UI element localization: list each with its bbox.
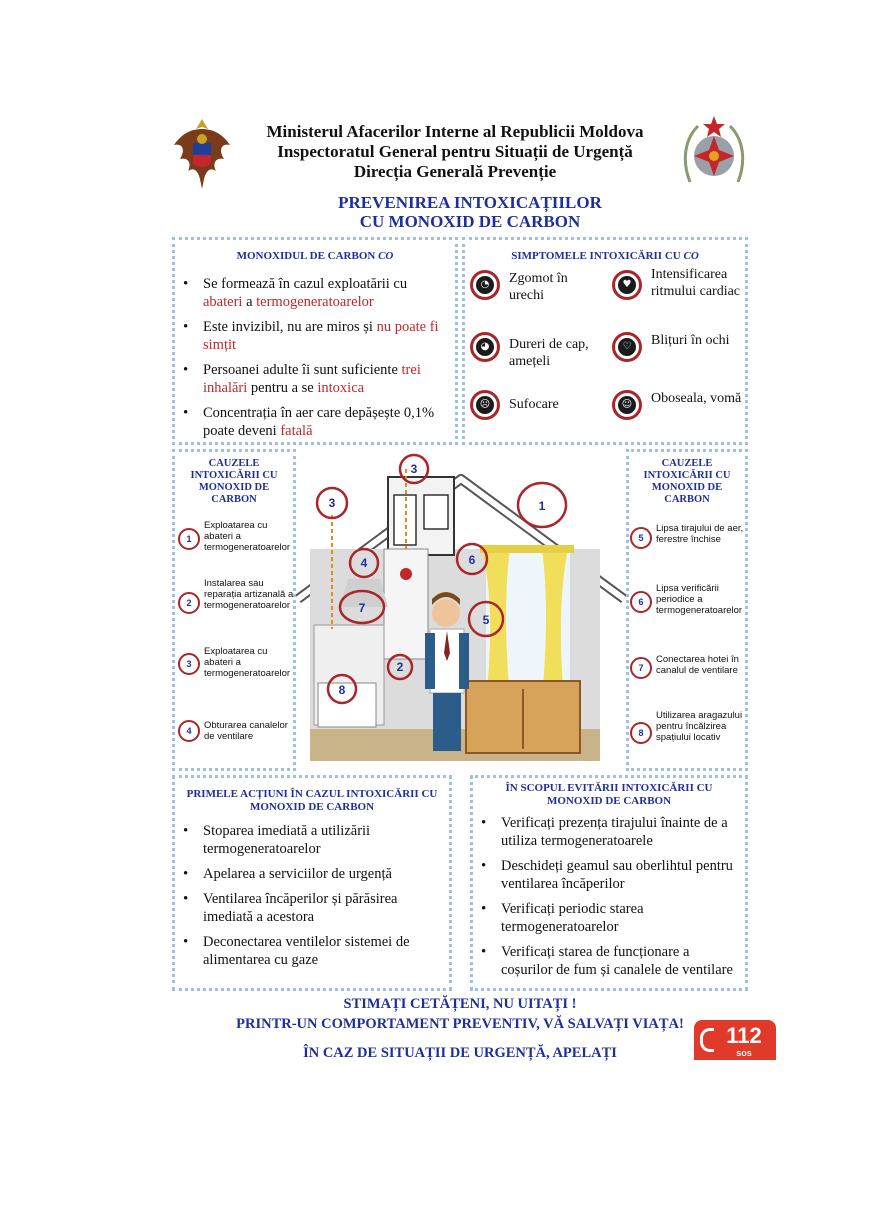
house-marker-6: 6 — [468, 553, 476, 567]
main-title-line1: PREVENIREA INTOXICAȚIILOR — [338, 193, 602, 212]
emergency-number: 112 — [726, 1023, 762, 1048]
list-item: • Deconectarea ventilelor sistemei de alimentarea cu gaze — [175, 933, 441, 969]
evitare-list — [473, 814, 745, 979]
monoxid-list — [175, 275, 455, 440]
phone-icon — [700, 1028, 714, 1052]
list-item: • Apelarea a serviciilor de urgență — [175, 865, 441, 883]
house-marker-4: 4 — [360, 556, 368, 570]
inspectorate-name: Inspectoratul General pentru Situații de Urgență — [277, 142, 633, 161]
house-marker-2: 2 — [396, 660, 404, 674]
actiuni-list — [175, 822, 449, 969]
list-item: • Stoparea imediată a utilizării termogeneratoarelor — [175, 822, 441, 858]
actiuni-box — [172, 775, 452, 991]
fatigue-icon: ☺ — [612, 390, 642, 420]
footer-reminder: STIMAȚI CETĂȚENI, NU UITAȚI ! — [343, 996, 577, 1012]
house-marker-5: 5 — [482, 613, 490, 627]
symptom-label: Dureri de cap, amețeli — [509, 337, 589, 369]
heart-pulse-icon: ♥ — [612, 270, 642, 300]
directorate-name: Direcția Generală Prevenție — [353, 162, 557, 181]
cauze-left-title: CAUZELE INTOXICĂRII CU MONOXID DE CARBON — [190, 458, 278, 505]
ear-icon: ◔ — [470, 270, 500, 300]
symptom-label: Blițuri în ochi — [651, 333, 730, 348]
moldova-coat-of-arms — [172, 115, 232, 193]
cause-label: Obturarea canalelor de ventilare — [204, 720, 288, 742]
cause-label: Instalarea sau reparația artizanală a termogeneratoarelor — [204, 578, 294, 611]
cause-number: 1 — [178, 528, 200, 550]
emergency-sos: sos — [736, 1048, 752, 1058]
house-marker-3-wall: 3 — [328, 496, 336, 510]
cause-label: Utilizarea aragazului pentru încălzirea spațiului locativ — [656, 710, 743, 743]
symptom-label: Sufocare — [509, 397, 559, 412]
cause-number: 5 — [630, 527, 652, 549]
house-marker-7: 7 — [358, 601, 366, 615]
symptom-label: Oboseala, vomă — [651, 391, 742, 406]
list-item: • Concentrația în aer care depășește 0,1% poate deveni fatală — [175, 404, 447, 440]
cause-number: 3 — [178, 653, 200, 675]
cause-number: 6 — [630, 591, 652, 613]
cause-label: Lipsa tirajului de aer, ferestre închise — [656, 523, 744, 545]
suffocation-icon: ☹ — [470, 390, 500, 420]
list-item: • Persoanei adulte îi sunt suficiente trei inhalări pentru a se intoxica — [175, 361, 447, 397]
list-item: • Deschideți geamul sau oberlihtul pentru ventilarea încăperilor — [473, 857, 737, 893]
cauze-right-title: CAUZELE INTOXICĂRII CU MONOXID DE CARBON — [643, 458, 731, 505]
evitare-title: ÎN SCOPUL EVITĂRII INTOXICĂRII CU MONOXID DE CARBON — [505, 782, 713, 807]
simptome-title: SIMPTOMELE INTOXICĂRII CU CO — [511, 250, 699, 262]
monoxid-title: MONOXIDUL DE CARBON CO — [236, 250, 394, 262]
house-marker-8: 8 — [338, 683, 346, 697]
house-marker-1: 1 — [538, 499, 546, 513]
house-illustration — [296, 449, 626, 771]
cause-number: 7 — [630, 657, 652, 679]
cause-label: Lipsa verificării periodice a termogeneratoarelor — [656, 583, 743, 616]
list-item: • Este invizibil, nu are miros și nu poate fi simțit — [175, 318, 447, 354]
emergency-112-badge — [694, 1020, 776, 1060]
heart-monitor-icon: ♡ — [612, 332, 642, 362]
symptom-label: Intensificarea ritmului cardiac — [651, 267, 741, 299]
symptom-label: Zgomot în urechi — [509, 271, 568, 303]
cause-label: Exploatarea cu abateri a termogeneratoarelor — [204, 646, 291, 679]
cause-label: Conectarea hotei în canalul de ventilare — [656, 654, 739, 676]
evitare-box — [470, 775, 748, 991]
ministry-name: Ministerul Afacerilor Interne al Republicii Moldova — [266, 122, 644, 141]
list-item: • Verificați starea de funcționare a coșurilor de fum și canalele de ventilare — [473, 943, 737, 979]
footer-slogan: PRINTR-UN COMPORTAMENT PREVENTIV, VĂ SALVAȚI VIAȚA! — [236, 1016, 684, 1032]
footer-call: ÎN CAZ DE SITUAȚII DE URGENȚĂ, APELAȚI — [303, 1045, 617, 1061]
house-marker-3-chimney: 3 — [410, 462, 418, 476]
headache-icon: ◕ — [470, 332, 500, 362]
iguus-emblem — [680, 112, 748, 192]
cause-number: 4 — [178, 720, 200, 742]
monoxid-box — [172, 237, 458, 445]
actiuni-title: PRIMELE ACȚIUNI ÎN CAZUL INTOXICĂRII CU MONOXID DE CARBON — [186, 788, 438, 813]
cause-label: Exploatarea cu abateri a termogeneratoarelor — [204, 520, 291, 553]
list-item: • Verificați prezența tirajului înainte de a utiliza termogeneratoarele — [473, 814, 737, 850]
list-item: • Verificați periodic starea termogeneratoarelor — [473, 900, 737, 936]
list-item: • Ventilarea încăperilor și părăsirea imediată a acestora — [175, 890, 441, 926]
list-item: • Se formează în cazul exploatării cu abateri a termogeneratoarelor — [175, 275, 447, 311]
main-title-line2: CU MONOXID DE CARBON — [359, 212, 581, 231]
cause-number: 8 — [630, 722, 652, 744]
cause-number: 2 — [178, 592, 200, 614]
